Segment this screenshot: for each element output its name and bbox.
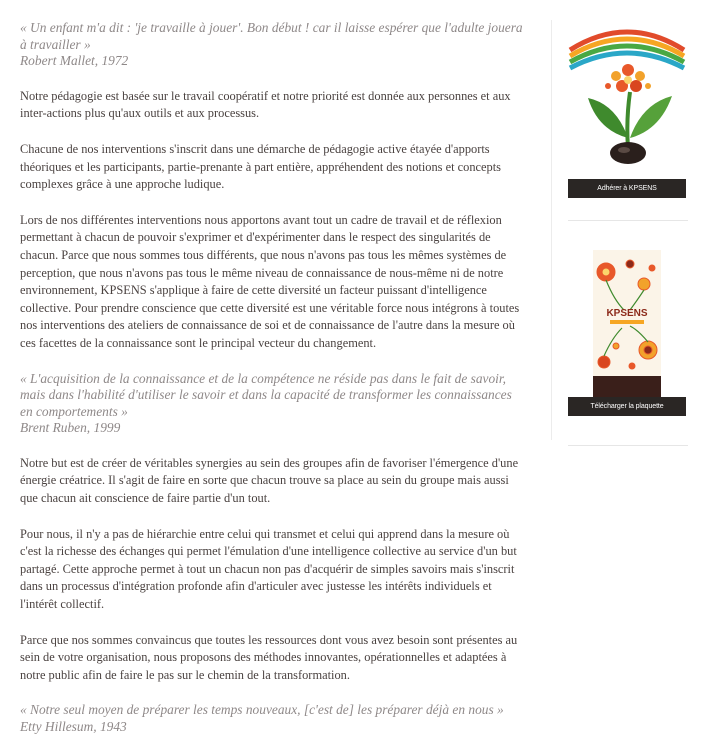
paragraph-resources: Parce que nos sommes convaincus que toutes les ressources dont vous avez besoin sont présentes au sein de votre organisation, nous proposons des méthodes innovantes, opérationnelles et adaptées à notre public afin de faire le pas sur le chemin de la transformation. [20,632,518,682]
quote-text: « Un enfant m'a dit : 'je travaille à jouer'. Bon début ! car il laisse espérer que l'adulte jouera à travailler » [20,20,523,52]
quote-ruben [20,371,524,437]
paragraph-pedagogy: Notre pédagogie est basée sur le travail coopératif et notre priorité est donnée aux personnes et aux inter-actions plus qu'aux outils et aux processus. [20,88,511,121]
brochure-title: KPSENS [606,308,648,319]
quote-text: « L'acquisition de la connaissance et de la compétence ne réside pas dans le fait de savoir, mais dans l'habilité d'utiliser le savoir et dans la capacité de transformer les connaissances en comportements » [20,370,512,419]
paragraph-hierarchy: Pour nous, il n'y a pas de hiérarchie entre celui qui transmet et celui qui apprend dans la mesure où c'est la richesse des échanges qui permet l'émulation d'une intelligence collective au service d'un but partagé. Cette approche permet à tout un chacun non pas d'acquérir de simples savoirs mais s'inscrit dans un processus d'intégration profonde afin d'articuler avec justesse les intérêts individuels et l'intérêt collectif. [20,526,517,612]
flower-logo-icon[interactable] [568,20,686,174]
quote-hillesum [20,702,524,735]
paragraph-diversity: Lors de nos différentes interventions nous apportons avant tout un cadre de travail et de réflexion permettant à chacun de pouvoir s'exprimer et d'expérimenter dans le respect des singularités de chacun. Parce que nous sommes tous différents, que nous n'avons pas tous les mêmes systèmes de perception, que nous n'avons pas tous le même niveau de connaissance de nous-même ni de notre environnement, KPSENS s'applique à faire de cette diversité un facteur puissant d'intelligence collective. Pour prendre conscience que cette diversité est une véritable force nous intégrons à toutes nos interventions des ateliers de connaissance de soi et de connaissance de l'autre dans la mesure où ces facettes de la connaissance sont le principal vecteur du changement. [20,212,520,350]
join-widget[interactable] [568,20,686,198]
quote-author: Robert Mallet, 1972 [20,53,129,69]
quote-author: Etty Hillesum, 1943 [20,719,127,734]
paragraph-interventions: Chacune de nos interventions s'inscrit dans une démarche de pédagogie active étayée d'apports théoriques et les participants, partie-prenante à part entière, appréhendent des notions et concepts complexes grâce à une approche ludique. [20,141,501,192]
quote-text: « Notre seul moyen de préparer les temps nouveaux, [c'est de] les préparer déjà en nous » [20,702,504,718]
quote-mallet [20,20,524,70]
brochure-cover-icon[interactable] [568,250,686,397]
brochure-caption[interactable]: Télécharger la plaquette [568,397,686,416]
brochure-cover[interactable] [568,250,686,397]
sidebar-divider [551,20,552,440]
sidebar-separator [568,220,688,221]
sidebar-separator-bottom [568,445,688,446]
paragraph-synergies: Notre but est de créer de véritables synergies au sein des groupes afin de favoriser l'émergence d'une énergie créatrice. Il s'agit de faire en sorte que chacun trouve sa place au sein du groupe mais aussi que chacun ait conscience de faire partie d'un tout. [20,455,519,506]
join-caption[interactable]: Adhérer à KPSENS [568,179,686,198]
quote-author: Brent Ruben, 1999 [20,420,121,436]
brochure-widget[interactable] [568,250,686,416]
main-content [20,20,524,754]
